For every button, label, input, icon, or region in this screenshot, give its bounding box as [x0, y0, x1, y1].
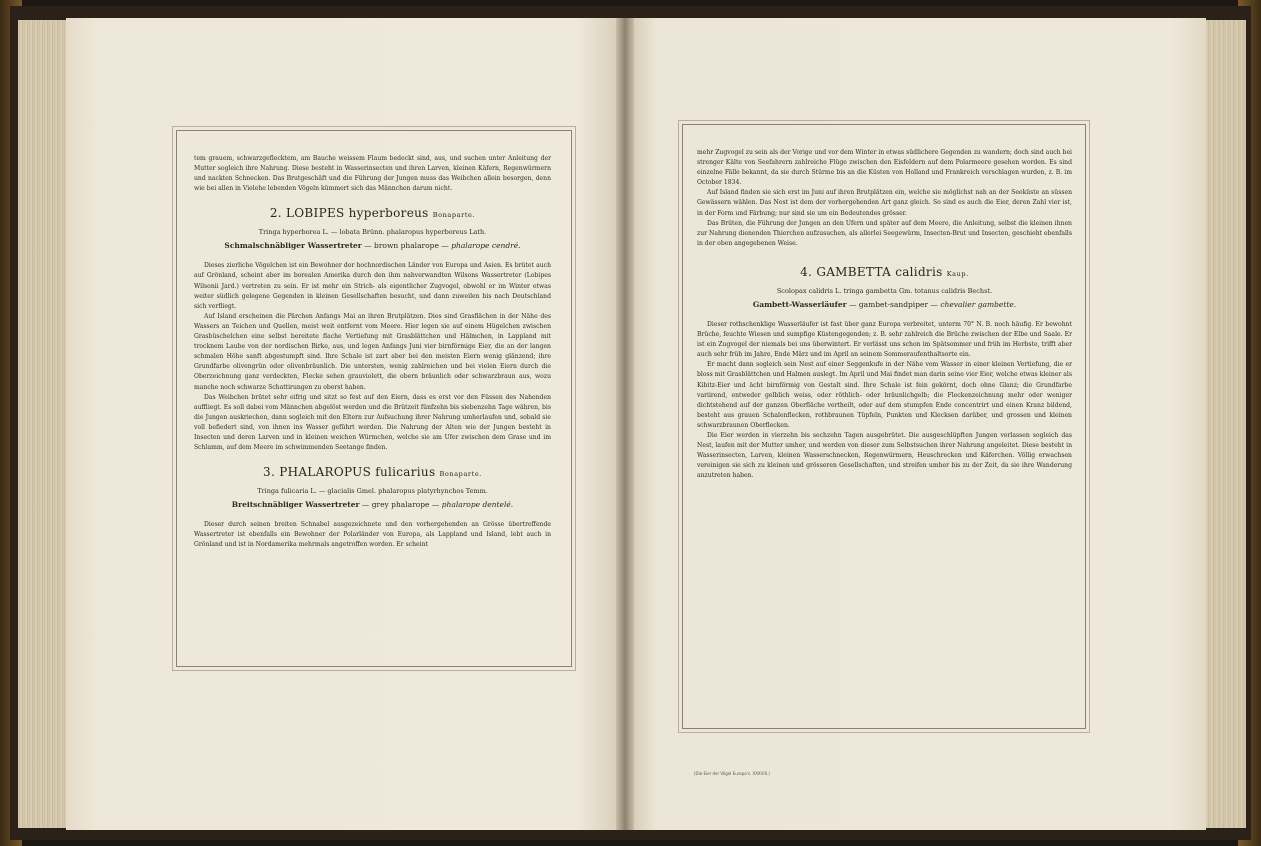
intro-paragraph: tem grauem, schwarzgeflecktem, am Bauche weissem Flaum bedeckt sind, aus, und suchen unter Anleitung der Mutter sogleich ihre Nahrung. Diese besteht in Wasserinsecten und ihren Larven, kleinen Käfern, Regenwürmern und nackten Schnecken. Das Brutgeschäft und die Führung der Jungen muss das Weibchen allein besorgen, denn wie bei allen in Vielehe lebenden Vögeln kümmert sich das Männchen darum nicht.	[194, 155, 551, 193]
section-2-title	[194, 206, 551, 223]
french-name: chevalier gambette.	[940, 299, 1017, 309]
french-name: phalarope cendré.	[451, 241, 521, 251]
section-title-text: 4. GAMBETTA calidris	[800, 264, 943, 279]
book-gutter	[616, 18, 634, 830]
section-3-common-names: Breitschnäbliger Wassertreter — grey phalarope — phalarope dentelé.	[231, 500, 514, 510]
section-title-text: 3. PHALAROPUS fulicarius	[263, 465, 436, 480]
section-4-title	[697, 265, 1072, 282]
page-edges-right	[1200, 20, 1246, 828]
section-4-paragraph: Dieser rothschenklige Wasserläufer ist fast über ganz Europa verbreitet, unterm 70° N. B. noch häufig. Er bewohnt Brüche, feuchte Wiesen und sumpfige Küstengegenden; z. B. sehr zahlreich die Brüche zwischen der Elbe und Saale. Er ist ein Zugvogel der niemals bei uns überwintert. Er verlässt uns schon im Spätsommer und früh im Herbste, trifft aber auch sehr früh im Jahre, Ende März und im April an seinem Sommeraufenthaltsorte ein.	[697, 320, 1072, 359]
section-title-text: 2. LOBIPES hyperboreus	[269, 206, 429, 221]
section-3-synonyms: Tringa fulicaria L. — glacialis Gmel. phalaropus platyrhynchos Temm.	[257, 487, 488, 496]
section-2-common-names: Schmalschnäbliger Wassertreter — brown phalarope — phalarope cendré.	[224, 241, 521, 251]
section-author: Bonaparte.	[432, 211, 476, 220]
right-page-text-block	[697, 148, 1072, 481]
section-4-paragraph: Er macht dann sogleich sein Nest auf einer Seggenkufe in der Nähe vom Wasser in einer kleinen Vertiefung, die er bloss mit Grasblättchen und Halmen auslegt. Im April und Mai findet man darin seine vier Eier, welche etwas kleiner als Kibitz-Eier und ächt birnförmig von Gestalt sind. Ihre Schale ist fein gekörnt, doch ohne Glanz; die Grundfarbe variirend, entweder gelblich weiss, oder röthlich- oder bräunlichgelb; die Fleckenzeichnung mehr oder weniger dichtstehend auf der ganzen Oberfläche vertheilt, oder auf dem stumpfen Ende concentrirt und einen Kranz bildend, besteht aus grauen Schalenflecken, rothbraunen Tüpfeln, Punkten und Klecksen darüber, und grossen und kleinen schwarzbraunen Oberflecken.	[697, 361, 1072, 429]
section-3-title	[194, 465, 551, 482]
section-3-paragraph: Dieser durch seinen breiten Schnabel ausgezeichnete und den vorhergehenden an Grösse übertreffende Wassertreter ist ebenfalls ein Bewohner der Polarländer von Europa, als Lappland und Island, lebt auch in Grönland und ist in Nordamerika mehrmals angetroffen worden. Er scheint	[194, 521, 551, 549]
section-author: Bonaparte.	[439, 470, 482, 479]
section-4-synonyms: Scolopax calidris L. tringa gambetta Gm. totanus calidris Bechst.	[776, 286, 993, 295]
german-name: Gambett-Wasserläufer	[752, 299, 847, 309]
german-name: Schmalschnäbliger Wassertreter	[224, 241, 362, 251]
section-2-paragraph: Dieses zierliche Vögelchen ist ein Bewohner der hochnordischen Länder von Europa und Asien. Es brütet auch auf Grönland, scheint aber im borealen Amerika durch den ihm nahverwandten Wilsons Wassertreter (Lobipes Wilsonii Jard.) vertreten zu sein. Er ist mehr ein Strich- als eigentlicher Zugvogel, obwohl er im Winter etwas weiter südlich gelegene Gegenden in kleinen Gesellschaften besucht, und dann zuweilen bis nach Deutschland sich verfliegt.	[194, 262, 551, 310]
footer-note: (Die Eier der Vögel Europa's. XXXVIII.)	[694, 771, 770, 776]
french-name: phalarope dentelé.	[441, 500, 514, 510]
english-name: gambet-sandpiper	[858, 299, 929, 309]
section-4-paragraph: Die Eier werden in vierzehn bis sechzehn Tagen ausgebrütet. Die ausgeschlüpften Jungen verlassen sogleich das Nest, laufen mit der Mutter umher, und werden von dieser zum Selbstsuchen ihrer Nahrung angeleitet. Diese besteht in Wasserinsecten, Larven, kleinen Wasserschnecken, Regenwürmern, Heuschrecken und Käferchen. Völlig erwachsen vereinigen sie sich zu kleinen und grösseren Gesellschaften, und streifen umher bis zu der Zeit, da sie ihre Wanderung anzutreten haben.	[697, 431, 1072, 480]
section-2-synonyms: Tringa hyperborea L. — lobata Brünn. phalaropus hyperboreus Lath.	[258, 228, 487, 237]
section-author: Kaup.	[946, 269, 969, 278]
page-edges-left	[18, 20, 70, 828]
section-4-common-names: Gambett-Wasserläufer — gambet-sandpiper — chevalier gambette.	[752, 299, 1017, 309]
intro-paragraph: mehr Zugvogel zu sein als der Vorige und vor dem Winter in etwas südlichere Gegenden zu wandern; doch sind auch bei strenger Kälte von Seefahrern zahlreiche Flüge zwischen den Eisfeldern auf dem Polarmeere gesehen worden. Es sind einzelne Fälle bekannt, da sie durch Stürme bis an die Küsten von Holland und Frankreich verschlagen wurden, z. B. im October 1834.	[697, 149, 1072, 187]
left-page-text-block	[194, 154, 551, 550]
intro-paragraph: Auf Island finden sie sich erst im Juni auf ihren Brutplätzen ein, welche sie möglichst nah an der Seeküste an süssen Gewässern wählen. Das Nest ist dem der vorhergehenden Art ganz gleich. So sind es auch die Eier, deren Zahl vier ist, in der Form und Färbung; nur sind sie um ein Bedeutendes grösser.	[697, 189, 1072, 217]
section-2-paragraph: Das Weibchen brütet sehr eifrig und sitzt so fest auf den Eiern, dass es erst vor den Füssen des Nahenden auffliegt. Es soll dabei vom Männchen abgelöst werden und die Brützeit fünfzehn bis siebenzehn Tage währen, bis die Jungen auskriechen, dann sogleich mit den Eltern zur Aufsuchung ihrer Nahrung umherlaufen und, sobald sie voll befiedert sind, von ihnen ins Wasser geführt werden. Die Nahrung der Alten wie der Jungen besteht in Insecten und deren Larven und in kleinen weichen Würmchen, welche sie am Ufer zwischen dem Grase und im Schlamm, auf dem Meere im schwimmenden Seetange finden.	[194, 393, 551, 452]
english-name: brown phalarope	[374, 241, 439, 251]
english-name: grey phalarope	[371, 500, 430, 510]
intro-paragraph: Das Brüten, die Führung der Jungen an den Ufern und später auf dem Meere, die Anleitung, selbst die kleinen ihnen zur Nahrung dienenden Thierchen aufzusuchen, als allerlei Seegewürm, Insecten-Brut und Insecten, geschieht ebenfalls in der oben angegebenen Weise.	[697, 219, 1072, 247]
section-2-paragraph: Auf Island erscheinen die Pärchen Anfangs Mai an ihren Brutplätzen. Dies sind Grasflächen in der Nähe des Wassers an Teichen und Quellen, meist weit entfernt vom Meere. Hier legen sie auf einem Hügelchen zwischen Grasbüschelchen eine selbst bereitete flache Vertiefung mit Grasblättchen und Hälmchen, in Lappland mit trocknem Laube von der nordischen Birke, aus, und legen Anfangs Juni vier birnförmige Eier, die an der langen schmalen Höhe sanft abgestumpft sind. Ihre Schale ist zart aber bei den meisten Eiern wenig glänzend; ihre Grundfarbe olivengrün oder olivenbräunlich. Die untersten, wenig zahlreichen und bei vielen Eiern durch die Oberzeichnung ganz verdeckten, Flecke sehen grauviolett, die obern bräunlich oder schwarzbraun aus, wozu manche noch schwarze Schattirungen zu oberst haben.	[194, 312, 551, 391]
german-name: Breitschnäbliger Wassertreter	[231, 500, 360, 510]
